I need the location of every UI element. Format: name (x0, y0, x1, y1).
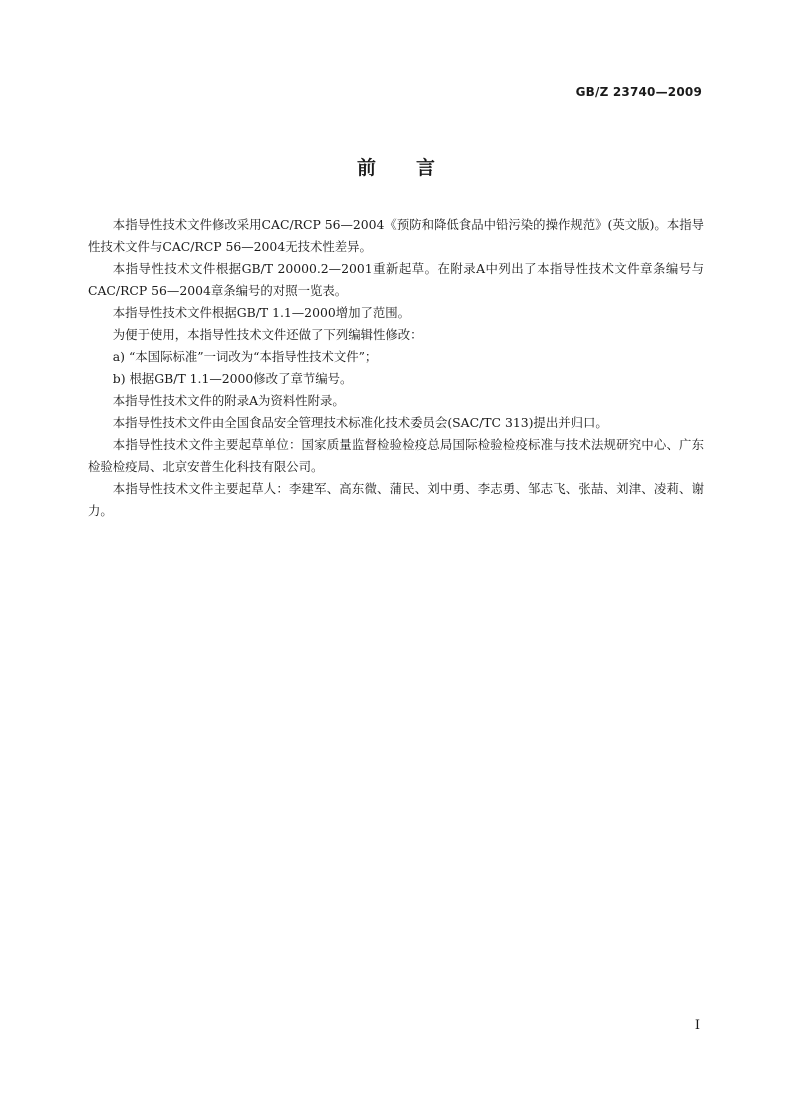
document-code: GB/Z 23740—2009 (575, 85, 702, 99)
paragraph-proposer: 本指导性技术文件由全国食品安全管理技术标准化技术委员会(SAC/TC 313)提出并归口。 (112, 415, 608, 430)
page-title: 前言 (356, 157, 475, 179)
paragraph-drafters: 本指导性技术文件主要起草人：李建军、高东微、蒲民、刘中勇、李志勇、邹志飞、张喆、刘津、凌莉、谢力。 (88, 481, 704, 518)
list-item-a: a) “本国际标准”一词改为“本指导性技术文件”； (112, 349, 378, 364)
paragraph-annex: 本指导性技术文件的附录A为资料性附录。 (112, 393, 345, 408)
page-number: I (694, 1018, 700, 1033)
paragraph-scope-added: 本指导性技术文件根据GB/T 1.1—2000增加了范围。 (112, 305, 411, 320)
paragraph-adoption: 本指导性技术文件修改采用CAC/RCP 56—2004《预防和降低食品中铅污染的操作规范》(英文版)。本指导性技术文件与CAC/RCP 56—2004无技术性差异。 (88, 217, 704, 254)
list-item-b: b) 根据GB/T 1.1—2000修改了章节编号。 (112, 371, 353, 386)
paragraph-drafting-basis: 本指导性技术文件根据GB/T 20000.2—2001重新起草。在附录A中列出了本指导性技术文件章条编号与CAC/RCP 56—2004章条编号的对照一览表。 (88, 261, 704, 298)
paragraph-drafting-units: 本指导性技术文件主要起草单位：国家质量监督检验检疫总局国际检验检疫标准与技术法规研究中心、广东检验检疫局、北京安普生化科技有限公司。 (88, 437, 704, 474)
foreword-body (88, 214, 704, 522)
paragraph-editorial-intro: 为便于使用，本指导性技术文件还做了下列编辑性修改： (112, 327, 423, 342)
